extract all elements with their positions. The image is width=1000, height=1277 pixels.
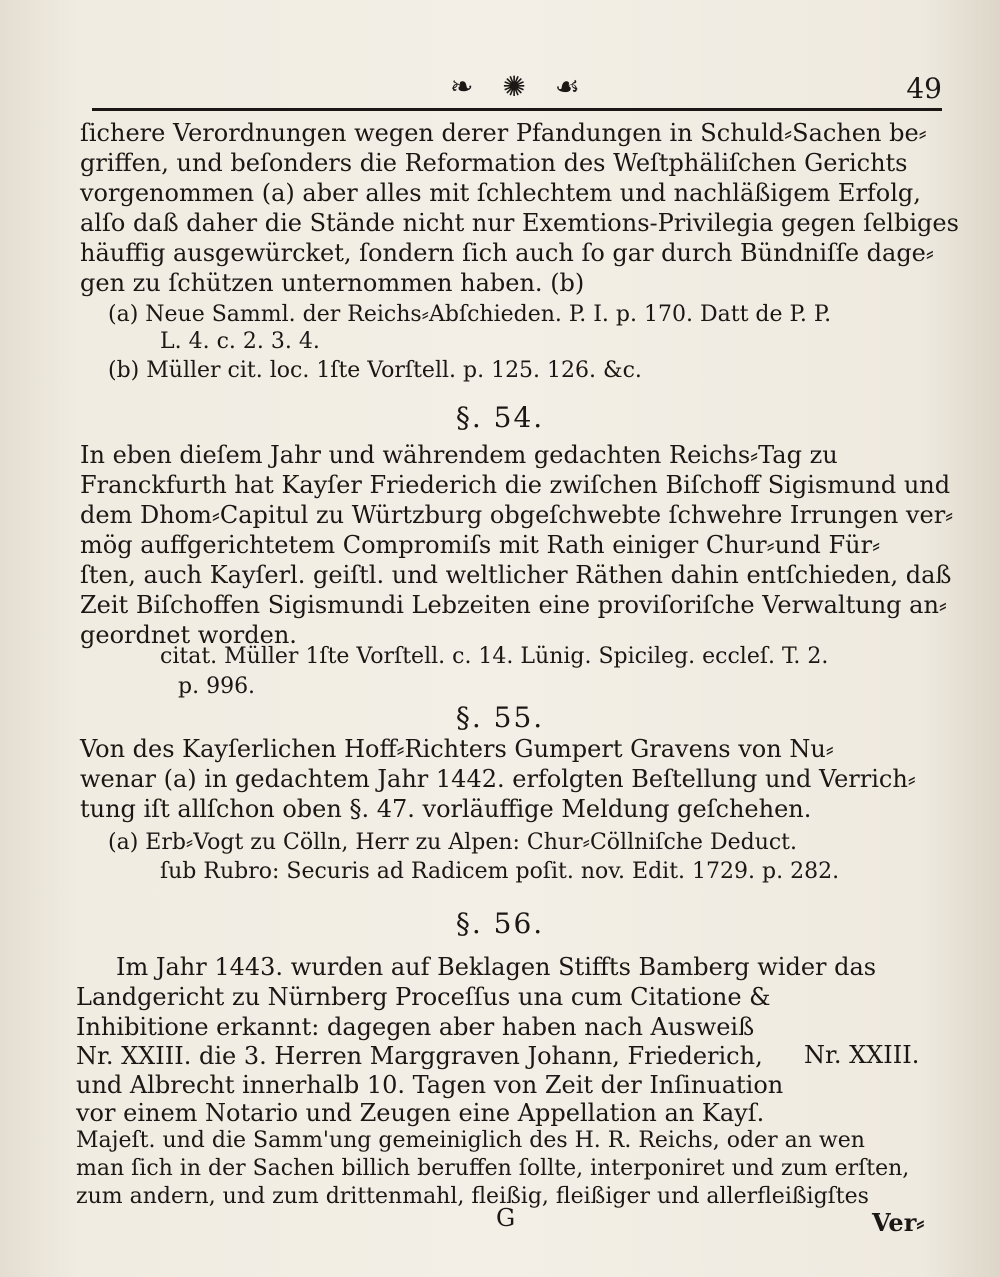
text-line: tung iſt allſchon oben §. 47. vorläuffige Meldung geſchehen. bbox=[80, 795, 812, 823]
page-number: 49 bbox=[906, 72, 942, 105]
text-line: Inhibitione erkannt: dagegen aber haben nach Ausweiß bbox=[76, 1013, 755, 1041]
catchword: Ver⸗ bbox=[872, 1208, 925, 1237]
text-line: vor einem Notario und Zeugen eine Appellation an Kayſ. bbox=[76, 1099, 765, 1127]
text-line: Nr. XXIII. die 3. Herren Marggraven Johann, Friederich, bbox=[76, 1042, 763, 1070]
text-line: ſichere Verordnungen wegen derer Pfandungen in Schuld⸗Sachen be⸗ bbox=[80, 119, 927, 147]
text-line: alſo daß daher die Stände nicht nur Exemtions-Privilegia gegen ſelbiges bbox=[80, 209, 959, 237]
text-line: gen zu ſchützen unternommen haben. (b) bbox=[80, 269, 585, 297]
text-line: Im Jahr 1443. wurden auf Beklagen Stiffts Bamberg wider das bbox=[116, 953, 877, 981]
section-heading-54: §. 54. bbox=[455, 401, 545, 434]
footnote-a-55-continued: ſub Rubro: Securis ad Radicem poſit. nov. Edit. 1729. p. 282. bbox=[160, 859, 840, 884]
footnote-a-continued: L. 4. c. 2. 3. 4. bbox=[160, 329, 320, 354]
text-line: In eben dieſem Jahr und währendem gedachten Reichs⸗Tag zu bbox=[80, 441, 838, 469]
header-rule bbox=[92, 108, 942, 111]
text-line: häuffig ausgewürcket, ſondern ſich auch ſo gar durch Bündniſſe dage⸗ bbox=[80, 239, 934, 267]
text-line: und Albrecht innerhalb 10. Tagen von Zeit der Inſinuation bbox=[76, 1071, 784, 1099]
text-line: geordnet worden. bbox=[80, 621, 297, 649]
text-line: Landgericht zu Nürnberg Proceſſus una cum Citatione & bbox=[76, 983, 771, 1011]
text-line: Zeit Biſchoffen Sigismundi Lebzeiten eine proviſoriſche Verwaltung an⸗ bbox=[80, 591, 947, 619]
margin-note: Nr. XXIII. bbox=[804, 1041, 920, 1069]
footnote-a-55: (a) Erb⸗Vogt zu Cölln, Herr zu Alpen: Chur⸗Cöllniſche Deduct. bbox=[108, 830, 798, 855]
text-line: man ſich in der Sachen billich beruffen ſollte, interponiret und zum erſten, bbox=[76, 1156, 910, 1181]
citation-54: citat. Müller 1ſte Vorſtell. c. 14. Lünig. Spicileg. eccleſ. T. 2. bbox=[160, 644, 829, 669]
header-ornament-icon: ❧ ✺ ☙ bbox=[450, 70, 590, 103]
section-heading-56: §. 56. bbox=[455, 907, 545, 940]
text-line: zum andern, und zum drittenmahl, fleißig, fleißiger und allerfleißigſtes bbox=[76, 1184, 869, 1209]
text-line: Majeſt. und die Samm'ung gemeiniglich des H. R. Reichs, oder an wen bbox=[76, 1128, 865, 1153]
signature-mark: G bbox=[496, 1204, 516, 1232]
text-line: ſten, auch Kayſerl. geiſtl. und weltlicher Räthen dahin entſchieden, daß bbox=[80, 561, 952, 589]
page-header bbox=[92, 62, 942, 118]
text-line: griffen, und beſonders die Reformation des Weſtphäliſchen Gerichts bbox=[80, 149, 908, 177]
citation-54-continued: p. 996. bbox=[178, 674, 256, 699]
text-line: wenar (a) in gedachtem Jahr 1442. erfolgten Beſtellung und Verrich⸗ bbox=[80, 765, 916, 793]
text-line: Von des Kayſerlichen Hoff⸗Richters Gumpert Gravens von Nu⸗ bbox=[80, 735, 834, 763]
footnote-a: (a) Neue Samml. der Reichs⸗Abſchieden. P. I. p. 170. Datt de P. P. bbox=[108, 302, 832, 327]
footnote-b: (b) Müller cit. loc. 1ſte Vorſtell. p. 125. 126. &c. bbox=[108, 358, 642, 383]
text-line: mög auffgerichtetem Compromiſs mit Rath einiger Chur⸗und Für⸗ bbox=[80, 531, 881, 559]
section-heading-55: §. 55. bbox=[455, 701, 545, 734]
text-line: vorgenommen (a) aber alles mit ſchlechtem und nachläßigem Erfolg, bbox=[80, 179, 921, 207]
text-line: Franckfurth hat Kayſer Friederich die zwiſchen Biſchoff Sigismund und bbox=[80, 471, 951, 499]
text-line: dem Dhom⸗Capitul zu Würtzburg obgeſchwebte ſchwehre Irrungen ver⸗ bbox=[80, 501, 954, 529]
